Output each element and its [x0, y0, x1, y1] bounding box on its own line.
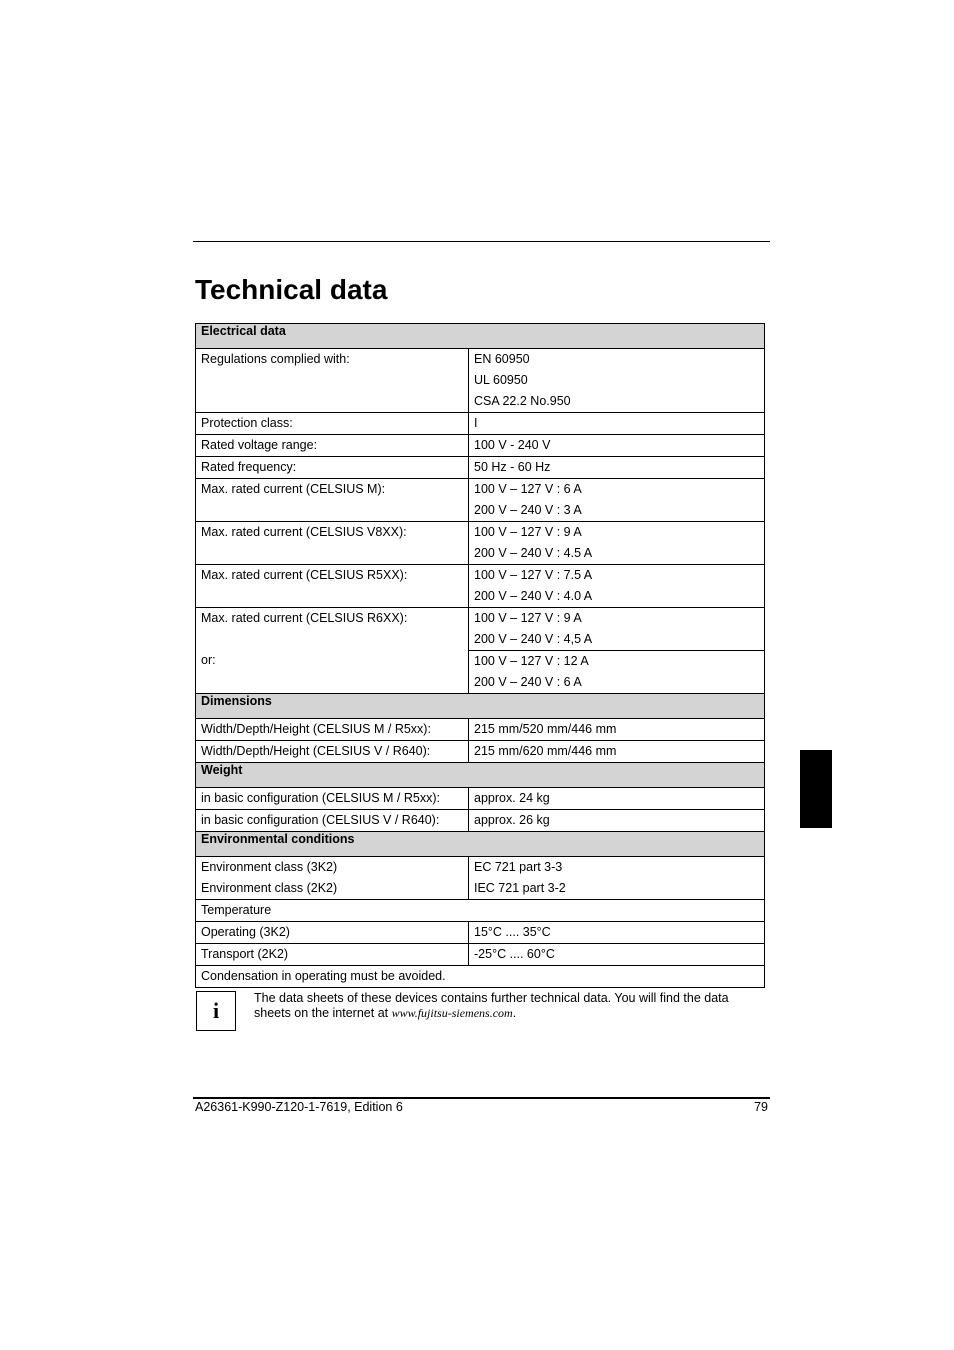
spacer: [201, 629, 463, 650]
table-row: [196, 857, 765, 900]
row-value: 200 V – 240 V : 4,5 A: [474, 632, 593, 646]
row-label: Rated frequency:: [201, 460, 297, 474]
table-row: [196, 608, 765, 651]
page-title: Technical data: [195, 274, 388, 305]
row-label: Regulations complied with:: [201, 352, 350, 366]
section-header-weight: [196, 763, 765, 788]
row-label: Width/Depth/Height (CELSIUS M / R5xx):: [201, 722, 431, 736]
row-value: approx. 24 kg: [474, 791, 550, 805]
row-label: Max. rated current (CELSIUS V8XX):: [201, 525, 407, 539]
row-value: 200 V – 240 V : 4.5 A: [474, 546, 593, 560]
section-title: Weight: [196, 763, 765, 788]
row-label: Protection class:: [201, 416, 293, 430]
row-value: 215 mm/620 mm/446 mm: [474, 744, 617, 758]
row-value: 100 V – 127 V : 12 A: [474, 654, 589, 668]
section-header-electrical: [196, 324, 765, 349]
row-label: in basic configuration (CELSIUS M / R5xx):: [201, 791, 440, 805]
section-header-dimensions: [196, 694, 765, 719]
row-label: Environment class (2K2): [201, 881, 338, 895]
table-row: [196, 479, 765, 522]
row-label: Operating (3K2): [201, 925, 290, 939]
table-row: [196, 719, 765, 741]
chapter-tab-marker: [800, 750, 832, 828]
page-number: 79: [754, 1100, 768, 1114]
table-row: [196, 810, 765, 832]
row-label: Width/Depth/Height (CELSIUS V / R640):: [201, 744, 431, 758]
footer-rule: [193, 1097, 770, 1099]
condensation-note: Condensation in operating must be avoided.: [201, 969, 446, 983]
row-label: Environment class (3K2): [201, 860, 338, 874]
section-title: Electrical data: [196, 324, 765, 349]
row-value: CSA 22.2 No.950: [474, 394, 571, 408]
website-link[interactable]: www.fujitsu-siemens.com: [391, 1005, 513, 1020]
row-label: Max. rated current (CELSIUS M):: [201, 482, 386, 496]
info-icon-letter: i: [212, 998, 220, 1023]
row-value: -25°C .... 60°C: [474, 947, 555, 961]
row-label: Rated voltage range:: [201, 438, 318, 452]
row-label: Transport (2K2): [201, 947, 289, 961]
row-value: 100 V - 240 V: [474, 438, 551, 452]
table-row: [196, 922, 765, 944]
table-row: [196, 435, 765, 457]
table-row: [196, 457, 765, 479]
table-row: [196, 900, 765, 922]
table-row: [196, 522, 765, 565]
row-value: 215 mm/520 mm/446 mm: [474, 722, 617, 736]
section-title: Dimensions: [196, 694, 765, 719]
row-value: UL 60950: [474, 373, 528, 387]
row-value: 200 V – 240 V : 6 A: [474, 675, 582, 689]
row-label: in basic configuration (CELSIUS V / R640):: [201, 813, 440, 827]
row-value: 100 V – 127 V : 6 A: [474, 482, 582, 496]
section-title: Environmental conditions: [196, 832, 765, 857]
table-row: [196, 349, 765, 413]
info-text: The data sheets of these devices contains further technical data. You will find the data sheets on the internet at: [254, 991, 729, 1020]
row-label: or:: [201, 653, 216, 667]
row-value: EC 721 part 3-3: [474, 860, 563, 874]
row-value: 200 V – 240 V : 3 A: [474, 503, 582, 517]
row-value: approx. 26 kg: [474, 813, 550, 827]
table-row: [196, 788, 765, 810]
table-row: [196, 966, 765, 988]
info-note: [254, 991, 754, 1020]
info-suffix: .: [512, 1005, 517, 1020]
row-value: I: [474, 416, 478, 430]
row-value: IEC 721 part 3-2: [474, 881, 566, 895]
document-id: A26361-K990-Z120-1-7619, Edition 6: [195, 1100, 403, 1114]
row-label: Max. rated current (CELSIUS R5XX):: [201, 568, 408, 582]
row-value: 15°C .... 35°C: [474, 925, 551, 939]
temperature-label: Temperature: [201, 903, 272, 917]
row-label: Max. rated current (CELSIUS R6XX):: [201, 611, 408, 625]
row-value: 100 V – 127 V : 9 A: [474, 611, 582, 625]
technical-data-table: [195, 323, 765, 988]
info-icon: [196, 991, 236, 1031]
row-value: EN 60950: [474, 352, 530, 366]
table-row: [196, 413, 765, 435]
row-value: 100 V – 127 V : 9 A: [474, 525, 582, 539]
table-row: [196, 565, 765, 608]
row-value: 100 V – 127 V : 7.5 A: [474, 568, 593, 582]
section-header-environment: [196, 832, 765, 857]
row-value: 50 Hz - 60 Hz: [474, 460, 551, 474]
header-rule: [193, 241, 770, 242]
row-value: 200 V – 240 V : 4.0 A: [474, 589, 593, 603]
table-row: [196, 944, 765, 966]
table-row: [196, 741, 765, 763]
